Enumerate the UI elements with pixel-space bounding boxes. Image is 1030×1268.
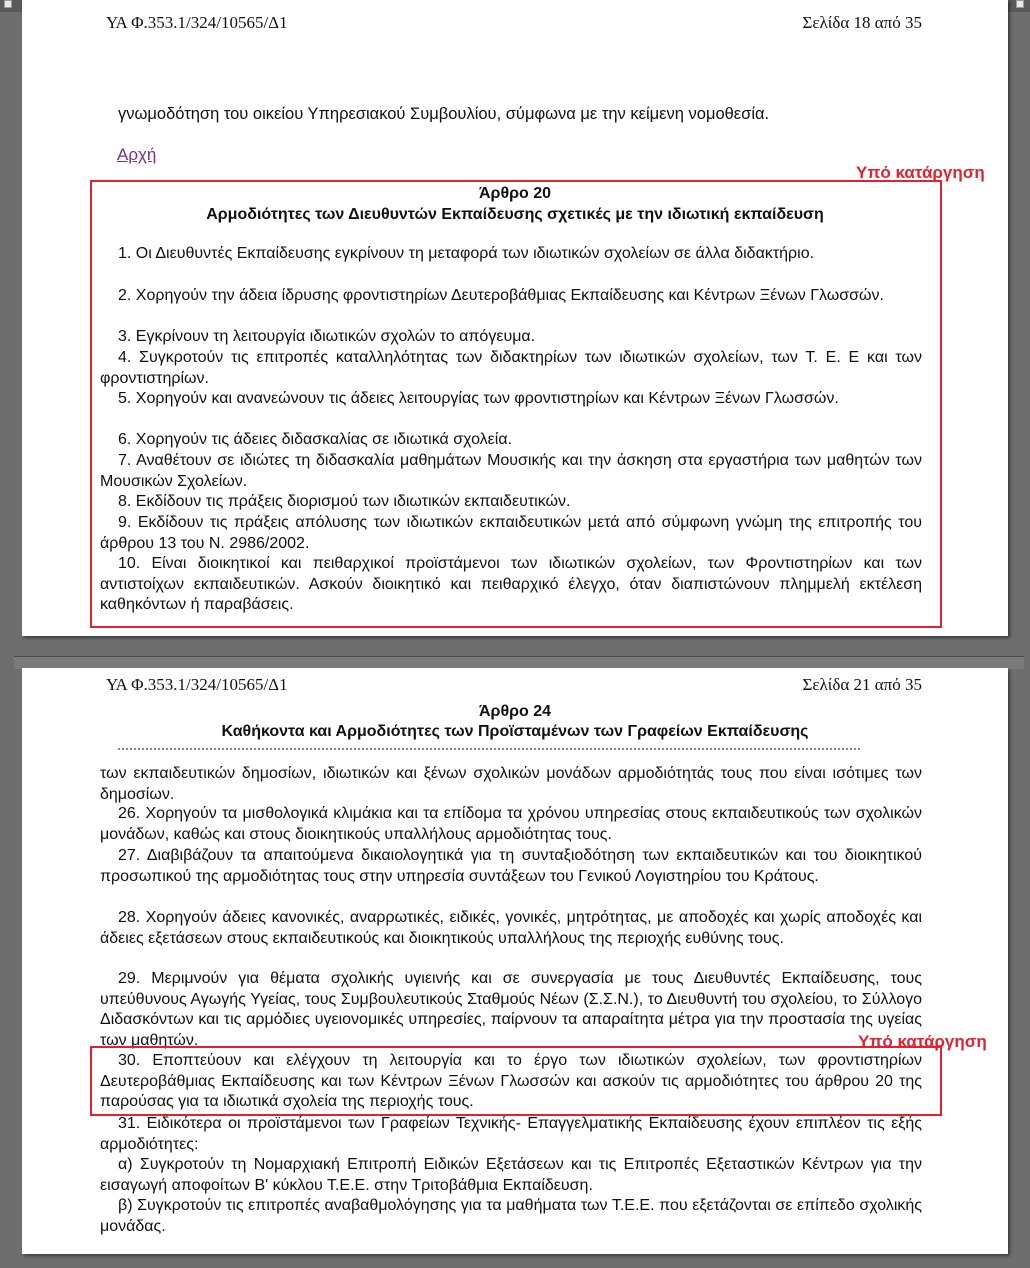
page-header-number: Σελίδα 18 από 35 (802, 13, 922, 32)
article-item: 1. Οι Διευθυντές Εκπαίδευσης εγκρίνουν τη μεταφορά των ιδιωτικών σχολείων σε άλλα διδακτήριο. (118, 245, 815, 262)
top-link[interactable]: Αρχή (117, 145, 157, 164)
article-item: 5. Χορηγούν και ανανεώνουν τις άδειες λειτουργίας των φροντιστηρίων και Κέντρων Ξένων Γλωσσών. (118, 390, 839, 407)
article-item: 10. Είναι διοικητικοί και πειθαρχικοί προϊστάμενοι των ιδιωτικών σχολείων, των Φροντιστηρίων και των αντιστοίχων εκπαιδευτικών. Ασκούν διοικητικό και πειθαρχικό έλεγχο, όταν διαπιστώνουν πλημμελή εκτέλεση καθηκόντων ή παραβάσεις. (100, 555, 922, 613)
article-paragraph: 27. Διαβιβάζουν τα απαιτούμενα δικαιολογητικά για τη συνταξιοδότηση των εκπαιδευτικών και του διοικητικού προσωπικού της αρμοδιότητας τους στην υπηρεσία συντάξεων του Γενικού Λογιστηρίου του Κράτους. (100, 847, 922, 885)
article-paragraph: των εκπαιδευτικών δημοσίων, ιδιωτικών και ξένων σχολικών μονάδων αρμοδιότητάς τους που είναι ισότιμες των δημοσίων. (100, 765, 922, 803)
dotted-divider (118, 748, 860, 750)
article-subtitle: Καθήκοντα και Αρμοδιότητες των Προϊσταμένων των Γραφείων Εκπαίδευσης (221, 723, 809, 740)
article-subtitle: Αρμοδιότητες των Διευθυντών Εκπαίδευσης σχετικές με την ιδιωτική εκπαίδευση (206, 206, 824, 223)
document-page-18 (22, 0, 1008, 636)
article-item: 7. Αναθέτουν σε ιδιώτες τη διδασκαλία μαθημάτων Μουσικής και την άσκηση στα εργαστήρια των μαθητών των Μουσικών Σχολείων. (100, 452, 922, 490)
page-header-reference: ΥΑ Φ.353.1/324/10565/Δ1 (106, 13, 288, 32)
intro-text: γνωμοδότηση του οικείου Υπηρεσιακού Συμβουλίου, σύμφωνα με την κείμενη νομοθεσία. (118, 105, 770, 123)
article-paragraph: β) Συγκροτούν τις επιτροπές αναβαθμολόγησης για τα μαθήματα των Τ.Ε.Ε. που εξετάζονται σε επίπεδο σχολικής μονάδας. (100, 1197, 922, 1235)
article-paragraph: 30. Εποπτεύουν και ελέγχουν τη λειτουργία και το έργο των ιδιωτικών σχολείων, των φροντιστηρίων Δευτεροβάθμιας Εκπαίδευσης και των Κέντρων Ξένων Γλωσσών και ασκούν τις αρμοδιότητες του άρθρου 20 της παρούσας για τα ιδιωτικά σχολεία της περιοχής τους. (100, 1052, 922, 1110)
toolbar-control[interactable] (4, 0, 12, 8)
article-paragraph: 29. Μεριμνούν για θέματα σχολικής υγιεινής και σε συνεργασία με τους Διευθυντές Εκπαίδευσης, τους υπεύθυνους Αγωγής Υγείας, τους Συμβουλευτικούς Σταθμούς Νέων (Σ.Σ.Ν.), το Διευθυντή του σχολείου, το Σύλλογο Διδασκόντων και τις αρμόδιες υγειονομικές υπηρεσίες, παίρνουν τα απαραίτητα μέτρα για την προστασία της υγείας των μαθητών. (100, 970, 922, 1049)
article-item: 9. Εκδίδουν τις πράξεις απόλυσης των ιδιωτικών εκπαιδευτικών μετά από σύμφωνη γνώμη της επιτροπής του άρθρου 13 του Ν. 2986/2002. (100, 514, 922, 552)
article-paragraph: 26. Χορηγούν τα μισθολογικά κλιμάκια και τα επίδομα τα χρόνου υπηρεσίας στους εκπαιδευτικούς των σχολικών μονάδων, καθώς και στους διοικητικούς υπαλλήλους αρμοδιότητας τους. (100, 805, 922, 843)
article-item: 8. Εκδίδουν τις πράξεις διορισμού των ιδιωτικών εκπαιδευτικών. (118, 493, 571, 510)
article-title: Άρθρο 24 (478, 703, 551, 720)
toolbar-control[interactable] (1016, 0, 1024, 8)
repeal-annotation: Υπό κατάργηση (856, 163, 985, 182)
article-paragraph: 31. Ειδικότερα οι προϊστάμενοι των Γραφείων Τεχνικής- Επαγγελματικής Εκπαίδευσης έχουν επιπλέον τις εξής αρμοδιότητες: (100, 1115, 922, 1153)
article-item: 2. Χορηγούν την άδεια ίδρυσης φροντιστηρίων Δευτεροβάθμιας Εκπαίδευσης και Κέντρων Ξένων Γλωσσών. (118, 287, 884, 304)
article-title: Άρθρο 20 (478, 185, 551, 202)
repeal-annotation: Υπό κατάργηση (858, 1032, 987, 1051)
article-item: 6. Χορηγούν τις άδειες διδασκαλίας σε ιδιωτικά σχολεία. (118, 431, 513, 448)
article-item: 3. Εγκρίνουν τη λειτουργία ιδιωτικών σχολών το απόγευμα. (118, 328, 536, 345)
page-header-reference: ΥΑ Φ.353.1/324/10565/Δ1 (106, 675, 288, 694)
article-paragraph: α) Συγκροτούν τη Νομαρχιακή Επιτροπή Ειδικών Εξετάσεων και τις Επιτροπές Εξεταστικών Κέντρων για την εισαγωγή αποφοίτων Β' κύκλου Τ.Ε.Ε. στην Τριτοβάθμια Εκπαίδευση. (100, 1156, 922, 1194)
page-header-number: Σελίδα 21 από 35 (802, 675, 922, 694)
article-item: 4. Συγκροτούν τις επιτροπές καταλληλότητας των διδακτηρίων των ιδιωτικών σχολείων, των Τ. Ε. Ε και των φροντιστηρίων. (100, 349, 922, 387)
article-paragraph: 28. Χορηγούν άδειες κανονικές, αναρρωτικές, ειδικές, γονικές, μητρότητας, με αποδοχές και χωρίς αποδοχές και άδειες εξετάσεων στους εκπαιδευτικούς και διοικητικούς υπαλλήλους της περιοχής ευθύνης τους. (100, 909, 922, 947)
document-page-21 (22, 668, 1008, 1254)
